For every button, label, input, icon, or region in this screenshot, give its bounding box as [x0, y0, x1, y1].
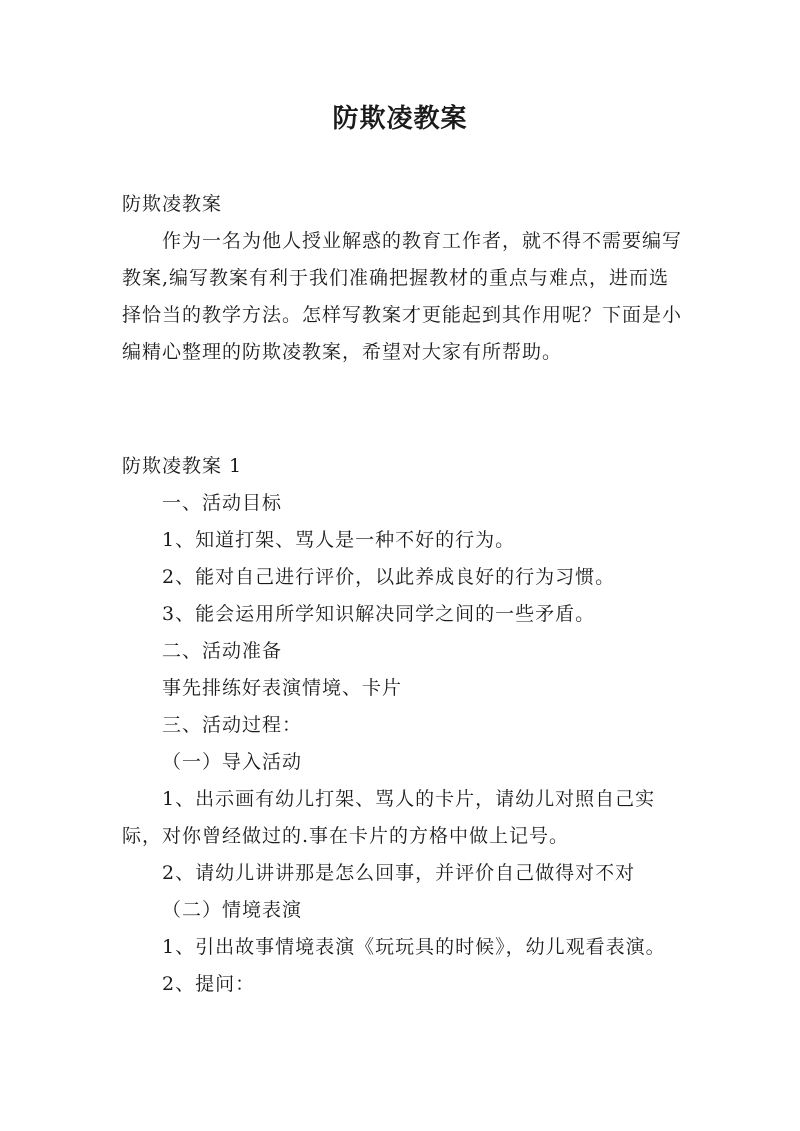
objective-heading: 一、活动目标 — [162, 492, 283, 514]
part1-heading: （一）导入活动 — [162, 751, 303, 773]
document-title: 防欺凌教案 — [332, 104, 468, 134]
prep-text: 事先排练好表演情境、卡片 — [162, 677, 403, 699]
lesson-plan-section — [122, 448, 682, 1003]
section-heading: 防欺凌教案 1 — [122, 455, 243, 477]
part2-item: 1、引出故事情境表演《玩玩具的时候》，幼儿观看表演。 — [162, 936, 666, 958]
part1-item: 1、出示画有幼儿打架、骂人的卡片，请幼儿对照自己实际，对你曾经做过的.事在卡片的方格中做上记号。 — [122, 788, 656, 847]
part1-item: 2、请幼儿讲讲那是怎么回事，并评价自己做得对不对 — [162, 862, 636, 884]
process-heading: 三、活动过程： — [162, 714, 303, 736]
objective-item: 2、能对自己进行评价，以此养成良好的行为习惯。 — [162, 566, 616, 588]
prep-heading: 二、活动准备 — [162, 640, 283, 662]
intro-heading: 防欺凌教案 — [122, 193, 223, 215]
part2-item: 2、提问： — [162, 973, 256, 995]
objective-item: 1、知道打架、骂人是一种不好的行为。 — [162, 529, 516, 551]
objective-item: 3、能会运用所学知识解决同学之间的一些矛盾。 — [162, 603, 596, 625]
part2-heading: （二）情境表演 — [162, 899, 303, 921]
intro-section — [122, 186, 682, 371]
intro-paragraph: 作为一名为他人授业解惑的教育工作者，就不得不需要编写教案,编写教案有利于我们准确把握教材的重点与难点，进而选择恰当的教学方法。怎样写教案才更能起到其作用呢？下面是小编精心整理的防欺凌教案，希望对大家有所帮助。 — [122, 230, 683, 363]
